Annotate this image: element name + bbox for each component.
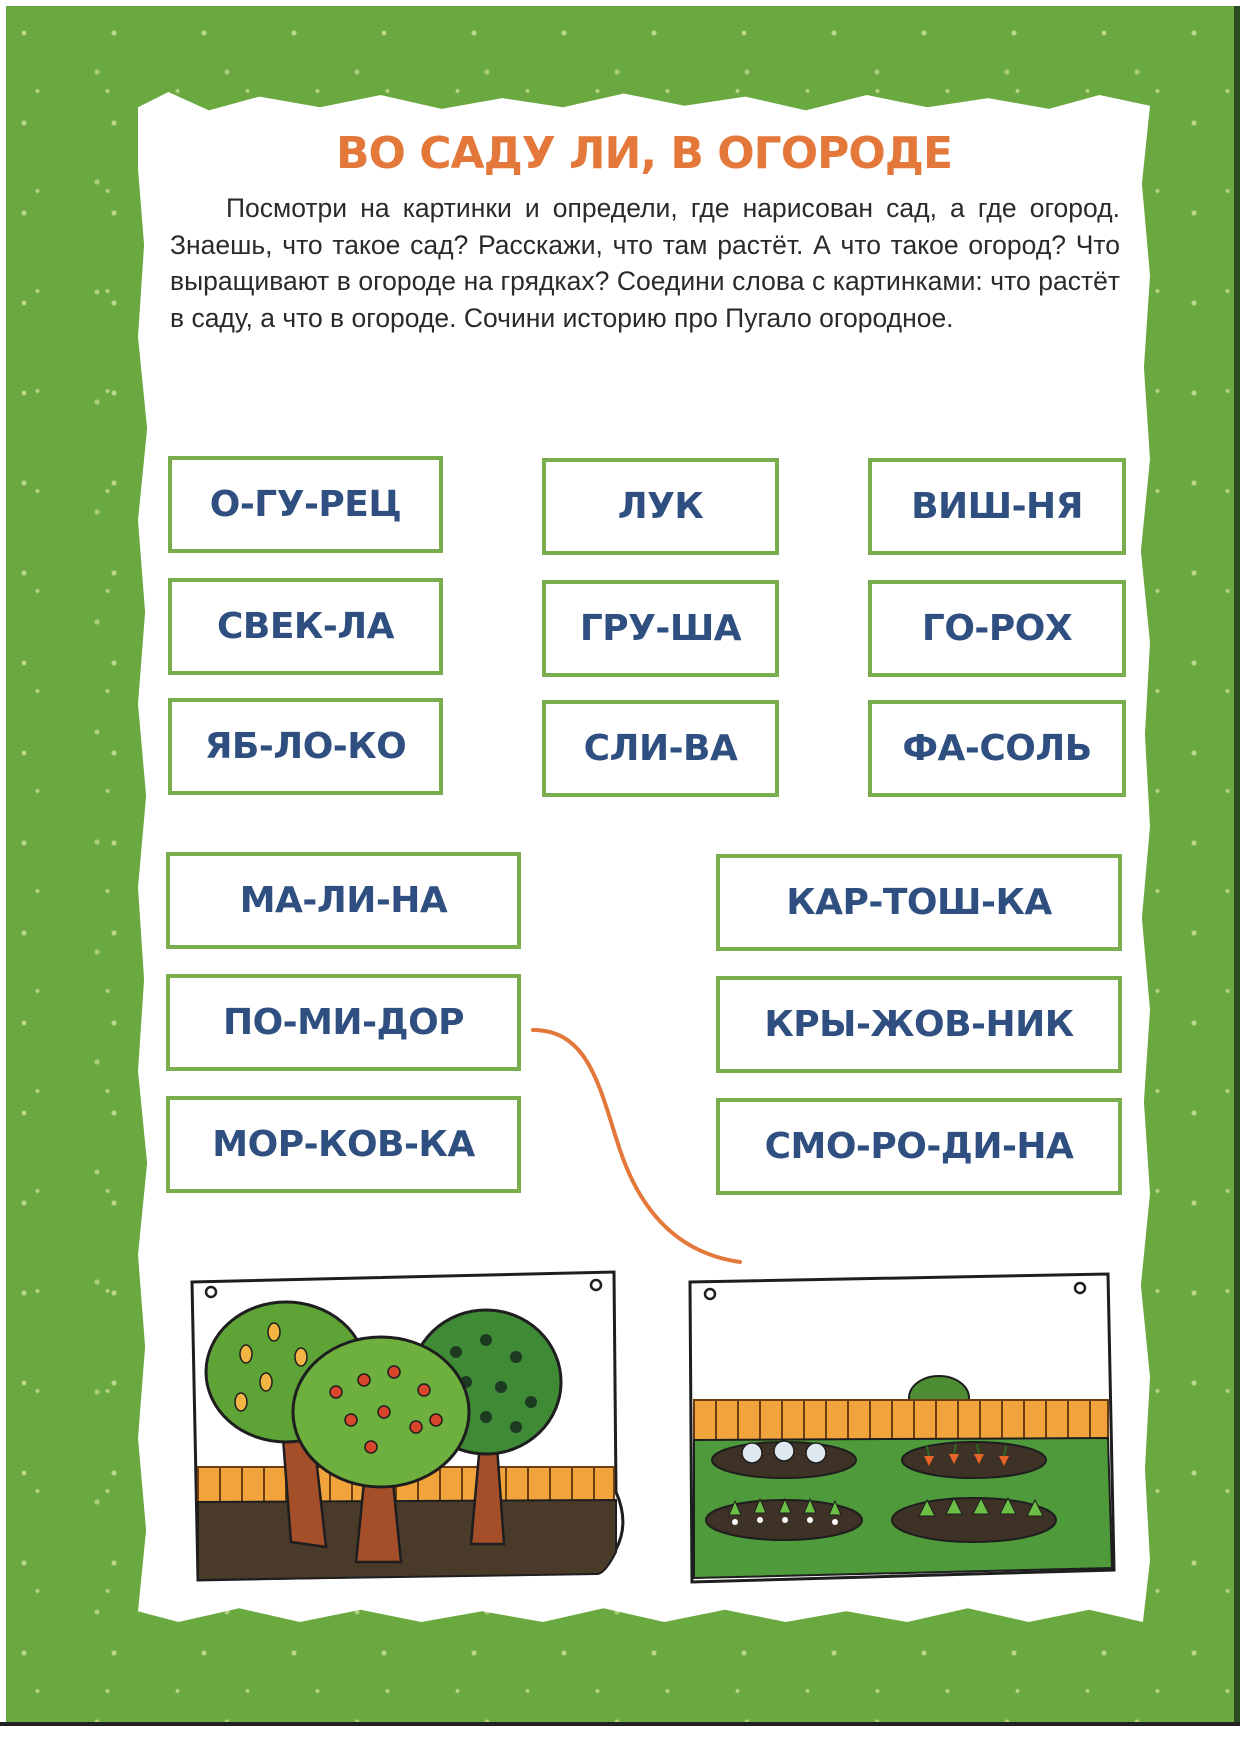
vegetable-garden-picture[interactable] <box>684 1270 1124 1590</box>
word-box-gorokh[interactable]: ГО-РОХ <box>868 580 1126 677</box>
word-box-kartoshka[interactable]: КАР-ТОШ-КА <box>716 854 1122 951</box>
word-box-luk[interactable]: ЛУК <box>542 458 779 555</box>
word-box-smorodina[interactable]: СМО-РО-ДИ-НА <box>716 1098 1122 1195</box>
word-box-grusha[interactable]: ГРУ-ША <box>542 580 779 677</box>
word-box-sliva[interactable]: СЛИ-ВА <box>542 700 779 797</box>
garden-picture[interactable] <box>186 1262 646 1592</box>
word-box-yabloko[interactable]: ЯБ-ЛО-КО <box>168 698 443 795</box>
word-box-kryzhovnik[interactable]: КРЫ-ЖОВ-НИК <box>716 976 1122 1073</box>
word-box-ogurets[interactable]: О-ГУ-РЕЦ <box>168 456 443 553</box>
page-title: ВО САДУ ЛИ, В ОГОРОДЕ <box>335 128 953 179</box>
word-box-malina[interactable]: МА-ЛИ-НА <box>166 852 521 949</box>
word-box-vishnya[interactable]: ВИШ-НЯ <box>868 458 1126 555</box>
word-box-pomidor[interactable]: ПО-МИ-ДОР <box>166 974 521 1071</box>
word-box-morkovka[interactable]: МОР-КОВ-КА <box>166 1096 521 1193</box>
word-box-fasol[interactable]: ФА-СОЛЬ <box>868 700 1126 797</box>
word-box-svekla[interactable]: СВЕК-ЛА <box>168 578 443 675</box>
instructions-text: Посмотри на картинки и определи, где нарисован сад, а где огород. Знаешь, что такое сад? Расскажи, что там растёт. А что такое огород? Что выращивают в огороде на грядках? Соедини слова с картинками: что растёт в саду, а что в огороде. Сочини историю про Пугало огородное. <box>170 193 1120 333</box>
page-edge-line <box>0 1722 1240 1726</box>
